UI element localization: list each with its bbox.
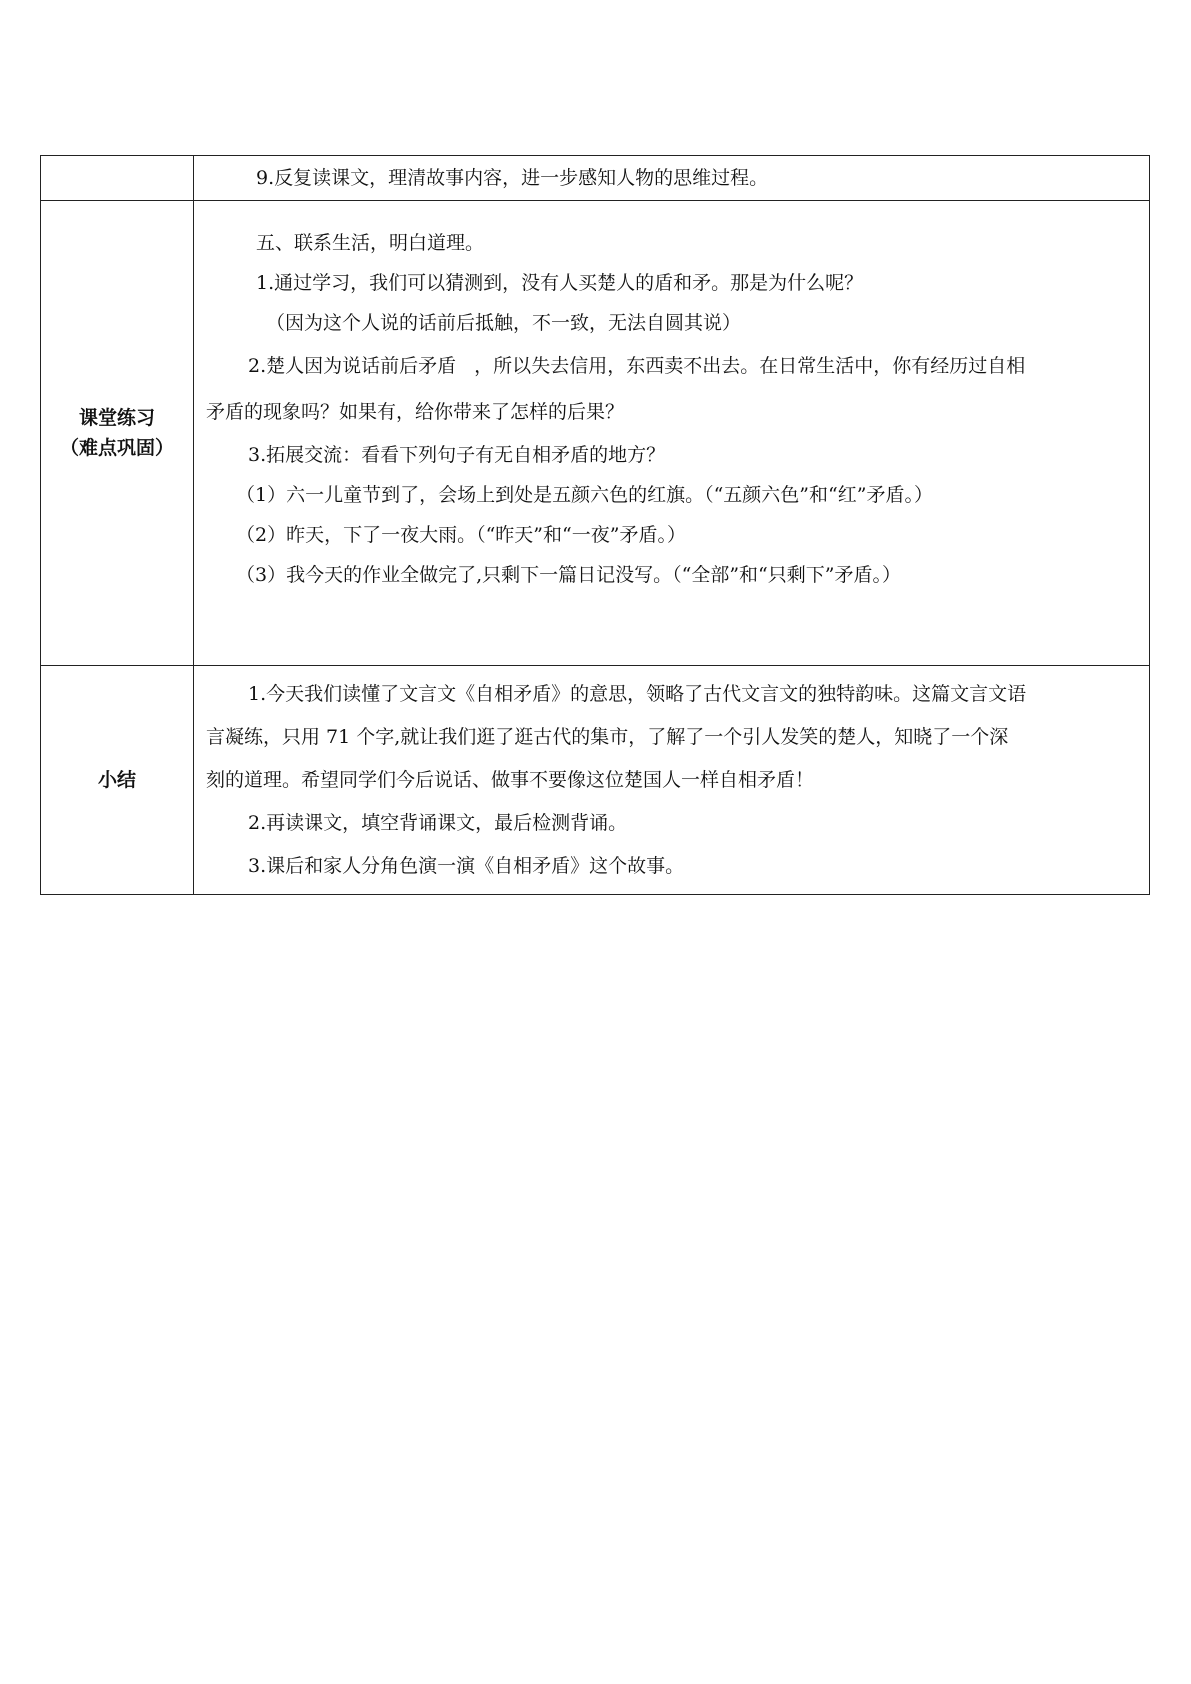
practice-item-1: 1.通过学习，我们可以猜测到，没有人买楚人的盾和矛。那是为什么呢？ [256,272,864,294]
practice-item-2 [206,343,1139,389]
item2-emph-1: 楚人因为 [266,355,343,377]
practice-label-cell [41,201,194,666]
practice-label-title: 课堂练习 [78,407,155,429]
step-text: 反复读课文， [274,166,389,189]
step-number: 9. [256,166,275,189]
table-row-reading [41,156,1150,201]
summary-para-3: 3.课后和家人分角色演一演《自相矛盾》这个故事。 [248,854,685,877]
item2-num: 2. [248,355,267,377]
practice-item-3: 3.拓展交流：看看下列句子有无自相矛盾的地方？ [248,444,666,466]
practice-sub-item-2: （2）昨天，下了一夜大雨。（“昨天”和“一夜”矛盾。） [236,524,686,546]
item2-text-1: 说话前后矛盾 [342,355,457,377]
item2-text-3: 。在日常生活中，你有 [740,355,931,377]
summary-para-1-line-3: 刻的道理。希望同学们今后说话、做事不要像这位楚国人一样自相矛盾！ [206,768,815,791]
summary-content-cell [194,666,1150,895]
practice-block [206,201,1139,623]
table-row-summary [41,666,1150,895]
step-text-emphasis: 理清故事内容，进一步感知人物的思维过程 [388,166,750,189]
item2-emph-4: 经历 [930,355,969,377]
reading-step-9 [206,157,1139,200]
practice-label-subtitle: （难点巩固） [59,437,174,459]
practice-sub-item-3: （3）我今天的作业全做完了,只剩下一篇日记没写。（“全部”和“只剩下”矛盾。） [236,564,901,586]
lesson-plan-table [40,155,1150,895]
reading-label-cell [41,156,194,201]
item2-text-2: 失去信用 [531,355,608,377]
practice-item-2-line-2: 矛盾的现象吗？如果有，给你带来了怎样的后果？ [206,401,625,423]
item2-emph-2: ，所以 [474,355,532,377]
reading-content-cell [194,156,1150,201]
practice-content-cell [194,201,1150,666]
practice-item-1-answer: （因为这个人说的话前后抵触，不一致，无法自圆其说） [266,312,742,334]
summary-para-1-line-2: 言凝练，只用 71 个字,就让我们逛了逛古代的集市，了解了一个引人发笑的楚人，知晓了一个深 [206,725,1009,748]
item2-text-4: 过自相 [968,355,1026,377]
practice-heading: 五、联系生活，明白道理。 [256,232,485,254]
summary-para-2: 2.再读课文，填空背诵课文，最后检测背诵。 [248,811,628,834]
item2-emph-3: ，东西卖不出去 [607,355,741,377]
step-text-end: 。 [749,166,769,189]
table-row-practice [41,201,1150,666]
summary-para-1-line-1: 1.今天我们读懂了文言文《自相矛盾》的意思，领略了古代文言文的独特韵味。这篇文言文语 [248,682,1027,705]
summary-label-cell: 小结 [41,666,194,895]
practice-sub-item-1: （1）六一儿童节到了，会场上到处是五颜六色的红旗。（“五颜六色”和“红”矛盾。） [236,484,933,506]
